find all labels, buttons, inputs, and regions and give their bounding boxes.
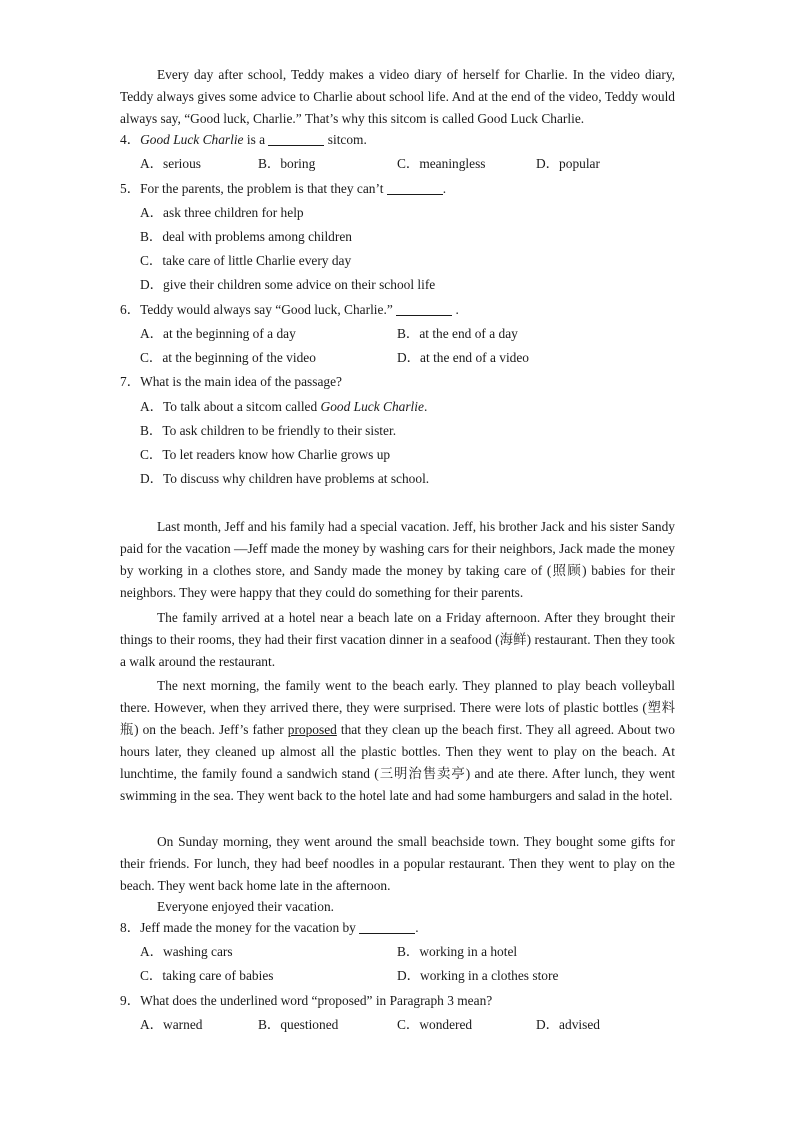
q4-option-b[interactable]: B．boring	[258, 156, 316, 171]
question-8-text: 8．Jeff made the money for the vacation by	[120, 920, 360, 935]
passage2-paragraph-3-text-a: The next morning, the family went to the beach early. They planned to play beach volleyball there. However, when they arrived there, they were surprised. There were lots of plastic bottles (塑料瓶) on the beach. Jeff’s father	[120, 678, 675, 737]
q4-option-c[interactable]: C．meaningless	[397, 156, 486, 171]
question-6	[120, 299, 459, 321]
q7-option-a-end: .	[423, 399, 428, 414]
q5-option-d[interactable]: D．give their children some advice on their school life	[140, 277, 436, 292]
q5-option-a[interactable]: A．ask three children for help	[140, 205, 304, 220]
question-4-text: is a	[243, 132, 269, 147]
q9-option-c[interactable]: C．wondered	[397, 1017, 473, 1032]
question-4-end: sitcom.	[324, 132, 367, 147]
q8-option-c[interactable]: C．taking care of babies	[140, 968, 274, 983]
q6-option-d[interactable]: D．at the end of a video	[397, 350, 530, 365]
q7-option-a-title: Good Luck Charlie	[320, 399, 424, 414]
q8-option-b[interactable]: B．working in a hotel	[397, 944, 518, 959]
q7-option-c[interactable]: C．To let readers know how Charlie grows up	[140, 447, 391, 462]
passage2-paragraph-5: Everyone enjoyed their vacation.	[157, 899, 334, 914]
q4-option-d[interactable]: D．popular	[536, 156, 600, 171]
q6-option-c[interactable]: C．at the beginning of the video	[140, 350, 316, 365]
passage1-paragraph: Every day after school, Teddy makes a video diary of herself for Charlie. In the video diary, Teddy always gives some advice to Charlie about school life. And at the end of the video, Teddy would always say, “Good luck, Charlie.” That’s why this sitcom is called Good Luck Charlie.	[120, 67, 675, 126]
answer-blank	[396, 301, 452, 316]
question-6-end: .	[452, 302, 459, 317]
question-4-number: 4．	[120, 132, 141, 147]
q6-option-a[interactable]: A．at the beginning of a day	[140, 326, 296, 341]
q7-option-a-text: A．To talk about a sitcom called	[140, 399, 321, 414]
q7-option-b[interactable]: B．To ask children to be friendly to their sister.	[140, 423, 397, 438]
question-5-end: .	[442, 181, 447, 196]
answer-blank	[268, 131, 324, 146]
question-4	[120, 129, 367, 151]
question-9: 9．What does the underlined word “proposed” in Paragraph 3 mean?	[120, 993, 493, 1008]
passage2-paragraph-2: The family arrived at a hotel near a beach late on a Friday afternoon. After they brought their things to their rooms, they had their first vacation dinner in a seafood (海鲜) restaurant. Then they took a walk around the restaurant.	[120, 610, 675, 669]
q9-option-b[interactable]: B．questioned	[258, 1017, 339, 1032]
question-5-text: 5．For the parents, the problem is that they can’t	[120, 181, 387, 196]
question-4-title: Good Luck Charlie	[140, 132, 244, 147]
q9-option-a[interactable]: A．warned	[140, 1017, 203, 1032]
question-7: 7．What is the main idea of the passage?	[120, 374, 342, 389]
q6-option-b[interactable]: B．at the end of a day	[397, 326, 518, 341]
question-8	[120, 917, 419, 939]
underlined-word: proposed	[287, 722, 337, 737]
q8-option-d[interactable]: D．working in a clothes store	[397, 968, 559, 983]
q9-option-d[interactable]: D．advised	[536, 1017, 600, 1032]
question-5	[120, 178, 446, 200]
question-6-text: 6．Teddy would always say “Good luck, Charlie.”	[120, 302, 397, 317]
answer-blank	[359, 919, 415, 934]
q8-option-a[interactable]: A．washing cars	[140, 944, 233, 959]
passage2-paragraph-1: Last month, Jeff and his family had a special vacation. Jeff, his brother Jack and his sister Sandy paid for the vacation —Jeff made the money by washing cars for their neighbors, Jack made the money by working in a clothes store, and Sandy made the money by taking care of (照顾) babies for their neighbors. They were happy that they could do something for their parents.	[120, 519, 675, 600]
q4-option-a[interactable]: A．serious	[140, 156, 201, 171]
passage2-paragraph-4: On Sunday morning, they went around the small beachside town. They bought some gifts for their friends. For lunch, they had beef noodles in a popular restaurant. Then they went to play on the beach. They went back home late in the afternoon.	[120, 834, 675, 893]
passage2-paragraph-3	[120, 675, 675, 807]
question-8-end: .	[415, 920, 419, 935]
q7-option-d[interactable]: D．To discuss why children have problems at school.	[140, 471, 430, 486]
answer-blank	[387, 180, 443, 195]
passage2-paragraph-3-text-b: that they clean up the beach first. They all agreed. About two hours later, they cleaned up almost all the plastic bottles. Then they went to play on the beach. At lunchtime, the family found a sandwich stand (三明治售卖亭) and ate there. After lunch, they went swimming in the sea. They went back to the hotel late and had some hamburgers and salad in the hotel.	[120, 722, 675, 803]
q7-option-a[interactable]	[140, 396, 427, 418]
q5-option-c[interactable]: C．take care of little Charlie every day	[140, 253, 352, 268]
q5-option-b[interactable]: B．deal with problems among children	[140, 229, 352, 244]
